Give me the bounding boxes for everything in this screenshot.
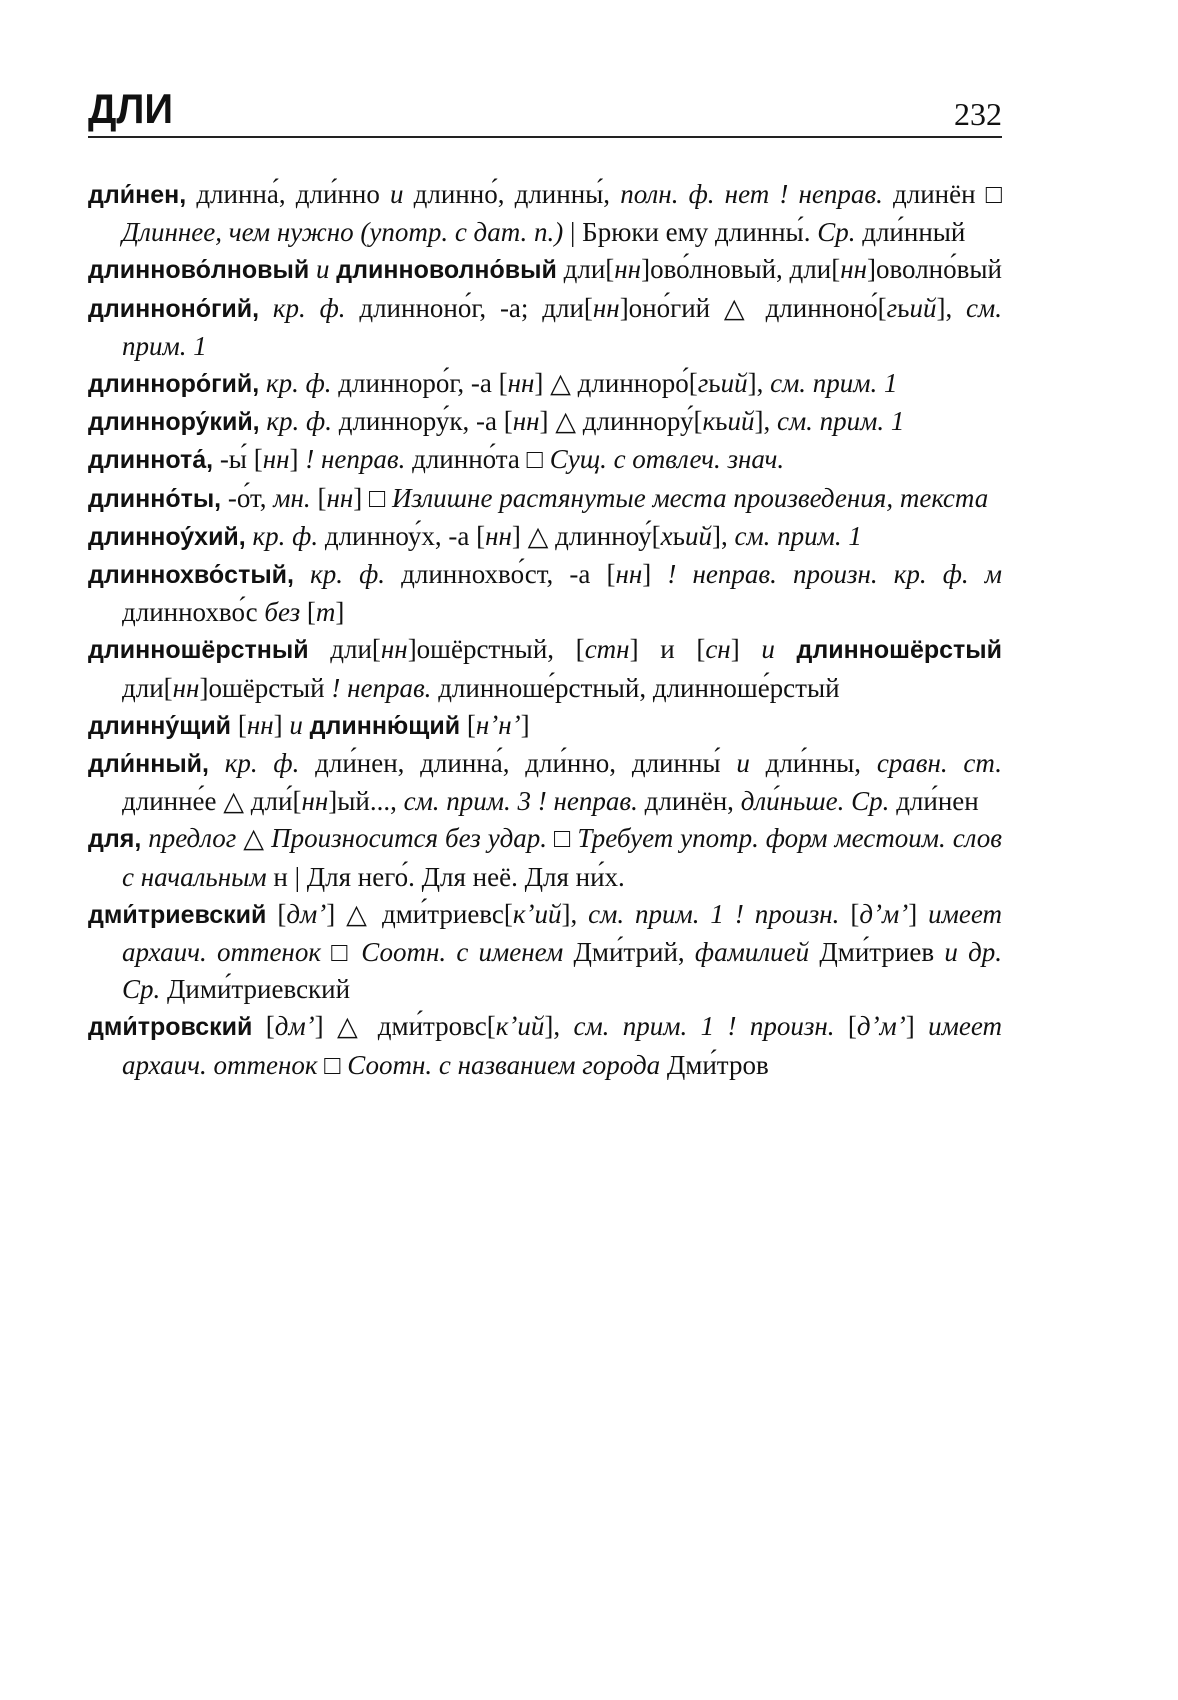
entry-text: длинна́, дли́нно <box>186 179 390 209</box>
entry-text: длиннору́к, -а [ <box>331 406 513 437</box>
entry-text: | Брюки ему длинны́. <box>563 217 818 248</box>
headword: длинноу́хий, <box>88 522 246 551</box>
entry-text: длинноу́х, -а [ <box>318 520 486 551</box>
headword: длиннохво́стый, <box>88 561 294 590</box>
entry-text: длинён, <box>637 786 741 817</box>
entry-text: и др. Ср. <box>122 937 1002 1005</box>
headword: длинношёрстный <box>88 636 309 665</box>
headword: для, <box>88 825 142 854</box>
entry-text: нн <box>507 368 535 399</box>
entry-text: мн. <box>273 482 311 513</box>
entry-text: Ср. <box>817 217 856 248</box>
entry-text: ], <box>747 368 771 399</box>
entry-text: х <box>660 520 673 551</box>
headword: длинню́щий <box>309 711 461 740</box>
entry-text: Требует употр. форм местоим. слов с начальным <box>122 823 1003 892</box>
entry-text: ! неправ. <box>331 672 432 703</box>
entry-text: нн <box>246 709 274 740</box>
entry-text: ]оно́гий △ длинноно́[ <box>619 292 887 323</box>
entry-text: ий <box>684 520 712 551</box>
entry-text: кр. ф. <box>259 368 332 399</box>
entry-text: ий <box>909 292 937 323</box>
dictionary-entry <box>88 1008 1002 1083</box>
entry-text: □ <box>317 1049 348 1080</box>
dictionary-entry <box>88 896 1002 1009</box>
entry-text: ] <box>335 597 345 628</box>
entry-text: сн <box>705 634 731 665</box>
entry-text: длинно́та □ <box>405 444 550 475</box>
entry-text: длинноно́г, -а; дли[ <box>345 292 593 323</box>
dictionary-entry <box>88 290 1002 365</box>
entry-text: нн <box>172 672 200 703</box>
entry-text: дли́нен, длинна́, дли́нно, длинны́ <box>299 748 737 779</box>
entry-text: и <box>736 748 750 779</box>
entry-text: см. прим. 1 <box>776 406 905 437</box>
entry-text: ], <box>711 520 735 551</box>
headword: дми́тровский <box>88 1013 253 1042</box>
entry-text: Дми́трий, <box>563 937 695 968</box>
entry-text: кр. ф. <box>245 520 319 551</box>
dictionary-entry <box>88 365 1002 403</box>
entry-text: кʼий <box>512 898 562 929</box>
entry-text: нн <box>485 520 512 551</box>
entry-text: ! неправ. произн. кр. ф. м <box>667 559 1002 590</box>
entry-text: кʼий <box>495 1011 545 1042</box>
headword: длиннoро́гий, <box>88 370 260 399</box>
entry-text: н | Для него́. Для неё. Для ни́х. <box>266 861 625 892</box>
dictionary-entry <box>88 556 1002 631</box>
entry-text: длиннохво́с <box>122 597 265 628</box>
headword: длинношёрстый <box>796 636 1002 665</box>
entry-text: и <box>289 709 303 740</box>
entry-text: ] <box>289 444 306 475</box>
entry-text: и <box>761 634 775 665</box>
entry-text: длиннохво́ст, -а [ <box>385 559 616 590</box>
entry-text: [ <box>834 1011 857 1042</box>
entry-text: кр. ф. <box>259 406 332 437</box>
entry-text: ] △ дми́триевс[ <box>326 898 513 929</box>
page-number: 232 <box>954 96 1002 132</box>
guide-word: ДЛИ <box>88 85 174 132</box>
headword: длинно́ты, <box>88 484 222 513</box>
entry-text: полн. ф. нет ! неправ. <box>620 179 883 209</box>
entry-text: длинноро́г, -а [ <box>331 368 508 399</box>
entry-text: ] △ длинноро́[ <box>534 368 698 399</box>
entry-text: ] △ дми́тровс[ <box>314 1011 496 1042</box>
entry-text: [ <box>460 709 476 740</box>
entry-text: и <box>309 254 337 285</box>
entry-list <box>88 176 1002 1084</box>
dictionary-entry <box>88 518 1002 556</box>
entry-text: дмʼ <box>274 1011 315 1042</box>
entry-text: [ <box>266 898 287 929</box>
entry-text: нн <box>380 634 408 665</box>
entry-text: ]оволно́вый <box>867 254 1002 285</box>
entry-text: Сущ. с отвлеч. знач. <box>549 444 785 475</box>
headword: дли́нный, <box>88 750 209 779</box>
entry-text: Соотн. с названием города <box>347 1049 661 1080</box>
entry-text: и <box>389 179 404 209</box>
entry-text: предлог △ Произносится без удар. <box>141 823 548 854</box>
entry-text: Излишне растянутые места произведения, текста <box>392 482 989 513</box>
entry-text: ] <box>642 559 668 590</box>
entry-text: нʼнʼ <box>475 709 521 740</box>
entry-text: имеет архаич. оттенок <box>122 1011 1002 1080</box>
entry-text: ий <box>720 368 748 399</box>
entry-text: сравн. ст. <box>876 748 1002 779</box>
entry-text: имеет архаич. оттенок <box>122 898 1002 968</box>
entry-text: □ <box>320 937 362 968</box>
entry-text: ]ово́лновый, дли[ <box>641 254 841 285</box>
entry-text: -ы́ [ <box>213 444 263 475</box>
page-header <box>88 72 1002 138</box>
entry-text: нн <box>840 254 867 285</box>
dictionary-entry <box>88 251 1002 289</box>
headword: длинново́лновый <box>88 256 310 285</box>
entry-text: дли́ньше. Ср. <box>740 786 890 817</box>
entry-text: ], <box>936 292 967 323</box>
entry-text: ь <box>708 368 721 399</box>
entry-text: дли[ <box>308 634 381 665</box>
entry-text: ], <box>544 1011 574 1042</box>
entry-text: дли́нный <box>855 217 966 248</box>
entry-text: нн <box>614 254 642 285</box>
headword: длиннота́, <box>88 446 214 475</box>
entry-text: г <box>886 292 898 323</box>
entry-text: ], <box>754 406 777 437</box>
entry-text: ий <box>727 406 755 437</box>
dictionary-entry <box>88 745 1002 820</box>
dictionary-entry <box>88 631 1002 706</box>
entry-text: к <box>702 406 716 437</box>
headword: длинноно́гий, <box>88 294 260 323</box>
entry-text: -о́т, <box>221 482 274 513</box>
entry-text: фамилией <box>694 937 810 968</box>
entry-text <box>775 634 797 664</box>
entry-text: см. прим. 3 ! неправ. <box>403 786 638 817</box>
entry-text: кр. ф. <box>208 748 300 779</box>
entry-text: нн <box>615 559 643 590</box>
entry-text: [ <box>839 898 860 929</box>
entry-text: г <box>697 368 709 399</box>
entry-text: см. прим. 1 <box>734 520 862 551</box>
entry-text: нн <box>326 482 354 513</box>
entry-text: длинён □ <box>882 179 1002 209</box>
entry-text: [ <box>300 597 316 628</box>
entry-text: дли́нны, <box>749 748 877 779</box>
dictionary-entry <box>88 480 1002 518</box>
entry-text: стн <box>584 634 630 665</box>
entry-text: дмʼ <box>286 898 327 929</box>
entry-text: Дми́тров <box>660 1049 769 1080</box>
dictionary-entry <box>88 820 1002 895</box>
entry-text: ь <box>715 406 728 437</box>
entry-text: □ <box>547 823 578 854</box>
entry-text: ] <box>520 709 530 740</box>
entry-text: Дми́триев <box>809 937 945 968</box>
entry-text: длинне́е △ дли́[ <box>122 786 302 817</box>
entry-text: длинно́, длинны́, <box>403 179 621 209</box>
entry-text: кр. ф. <box>294 559 386 590</box>
entry-text: см. прим. 1 ! произн. <box>573 1011 835 1042</box>
entry-text: дʼмʼ <box>859 898 909 929</box>
entry-text: кр. ф. <box>259 292 346 323</box>
headword: длинноволно́вый <box>336 256 557 285</box>
entry-text: ] <box>273 709 290 740</box>
entry-text: см. прим. 1 <box>770 368 898 399</box>
entry-text: дли[ <box>556 254 615 285</box>
entry-text: ] △ длиннору́[ <box>539 406 703 437</box>
entry-text: дʼмʼ <box>856 1011 906 1042</box>
dictionary-entry <box>88 403 1002 441</box>
entry-text: ] □ <box>353 482 393 513</box>
entry-text: ] △ длинноу́[ <box>511 520 661 551</box>
entry-text: ! неправ. <box>305 444 406 475</box>
entry-text: Дими́триевский <box>160 974 351 1005</box>
entry-text: длинноше́рстный, длинноше́рстый <box>431 672 840 703</box>
entry-text: нн <box>262 444 290 475</box>
entry-text: ] <box>908 898 929 929</box>
entry-text: [ <box>310 482 327 513</box>
entry-text: см. прим. 1 ! произн. <box>588 898 840 929</box>
entry-text: см. прим. 1 <box>122 292 1002 361</box>
entry-text: нн <box>512 406 540 437</box>
dictionary-entry <box>88 176 1002 251</box>
dictionary-entry <box>88 707 1002 745</box>
entry-text <box>303 710 310 740</box>
headword: длиннору́кий, <box>88 408 260 437</box>
entry-text: Длиннее, чем нужно (употр. с дат. п.) <box>122 217 564 248</box>
entry-text: ] <box>730 634 762 665</box>
entry-text: ь <box>672 520 685 551</box>
dictionary-entry <box>88 441 1002 479</box>
entry-text: т <box>315 597 336 628</box>
headword: дли́нен, <box>88 181 187 209</box>
entry-text: ]ошёрстый <box>199 672 332 703</box>
headword: дми́триевский <box>88 900 267 929</box>
entry-text: Соотн. с именем <box>361 937 564 968</box>
entry-text: нн <box>592 292 620 323</box>
entry-text: дли́нен <box>889 786 979 817</box>
entry-text: дли[ <box>122 672 173 703</box>
entry-text: ]ый..., <box>328 786 404 817</box>
entry-text: ]ошёрстный, [ <box>407 634 585 665</box>
dictionary-page <box>88 72 1002 1084</box>
entry-text: нн <box>301 786 329 817</box>
entry-text: без <box>264 597 301 628</box>
entry-text: ] и [ <box>629 634 706 665</box>
entry-text: ь <box>897 292 910 323</box>
entry-text: ], <box>561 898 589 929</box>
entry-text: [ <box>252 1011 275 1042</box>
entry-text: [ <box>231 709 247 740</box>
entry-text: ] <box>905 1011 929 1042</box>
headword: длинну́щий <box>88 711 232 740</box>
